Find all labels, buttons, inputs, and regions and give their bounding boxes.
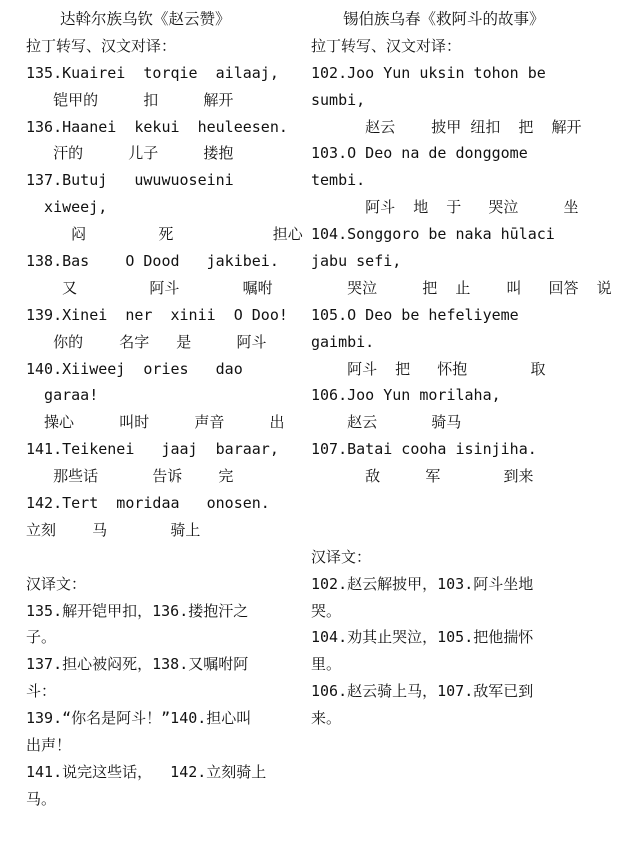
- translation-line: 哭。: [311, 601, 342, 620]
- translation-line: 139.“你名是阿斗！”140.担心叫: [26, 709, 252, 728]
- gloss-line: 又 阿斗 嘱咐: [26, 278, 273, 297]
- gloss-line: 汗的 儿子 搂抱: [26, 144, 234, 163]
- spacer: [311, 490, 621, 517]
- gloss-line: 哭泣 把 止 叫 回答 说: [311, 278, 612, 297]
- verse-line: 135.Kuairei torqie ailaaj,: [26, 63, 279, 82]
- verse-line: 139.Xinei ner xinii O Doo!: [26, 305, 288, 324]
- left-verse-block: [26, 60, 308, 544]
- gloss-line: 敌 军 到来: [311, 467, 534, 486]
- right-subtitle: 拉丁转写、汉文对译：: [311, 36, 462, 55]
- gloss-line: 阿斗 把 怀抱 取: [311, 359, 546, 378]
- gloss-line: 阿斗 地 于 哭泣 坐: [311, 198, 579, 217]
- verse-line: 104.Songgoro be naka hūlaci: [311, 225, 555, 244]
- translation-line: 104.劝其止哭泣，105.把他揣怀: [311, 628, 534, 647]
- translation-line: 135.解开铠甲扣，136.搂抱汗之: [26, 601, 249, 620]
- translation-line: 来。: [311, 709, 342, 728]
- gloss-line: 立刻 马 骑上: [26, 520, 201, 539]
- verse-line: 140.Xiiweej ories dao: [26, 359, 243, 378]
- spacer: [311, 517, 621, 544]
- translation-line: 斗：: [26, 682, 57, 701]
- left-translation-heading: 汉译文：: [26, 574, 87, 593]
- left-column-dagur: [26, 6, 308, 813]
- gloss-line: 操心 叫时 声音 出: [26, 413, 285, 432]
- translation-line: 141.说完这些话， 142.立刻骑上: [26, 762, 267, 781]
- verse-line: 107.Batai cooha isinjiha.: [311, 440, 537, 459]
- gloss-line: 你的 名字 是 阿斗: [26, 332, 267, 351]
- right-translation-block: [311, 571, 621, 732]
- left-subtitle: 拉丁转写、汉文对译：: [26, 36, 177, 55]
- translation-line: 137.担心被闷死，138.又嘱咐阿: [26, 655, 249, 674]
- verse-line: tembi.: [311, 171, 366, 190]
- translation-line: 里。: [311, 655, 342, 674]
- translation-line: 子。: [26, 628, 57, 647]
- left-translation-block: [26, 598, 308, 813]
- translation-line: 102.赵云解披甲，103.阿斗坐地: [311, 574, 534, 593]
- verse-line: 105.O Deo be hefeliyeme: [311, 305, 519, 324]
- right-translation-heading: 汉译文：: [311, 547, 372, 566]
- verse-line: 103.O Deo na de donggome: [311, 144, 528, 163]
- translation-line: 马。: [26, 789, 57, 808]
- verse-line: garaa!: [26, 386, 99, 405]
- verse-line: 102.Joo Yun uksin tohon be: [311, 63, 546, 82]
- translation-line: 106.赵云骑上马，107.敌军已到: [311, 682, 534, 701]
- verse-line: sumbi,: [311, 90, 366, 109]
- right-title: 锡伯族乌春《救阿斗的故事》: [343, 10, 545, 28]
- verse-line: 106.Joo Yun morilaha,: [311, 386, 501, 405]
- verse-line: 141.Teikenei jaaj baraar,: [26, 440, 279, 459]
- translation-line: 出声！: [26, 736, 72, 755]
- gloss-line: 铠甲的 扣 解开: [26, 90, 234, 109]
- verse-line: jabu sefi,: [311, 252, 402, 271]
- verse-line: 138.Bas O Dood jakibei.: [26, 252, 279, 271]
- verse-line: gaimbi.: [311, 332, 375, 351]
- right-verse-block: [311, 60, 621, 490]
- verse-line: xiweej,: [26, 198, 108, 217]
- gloss-line: 闷 死 担心: [26, 225, 303, 244]
- verse-line: 136.Haanei kekui heuleesen.: [26, 117, 288, 136]
- gloss-line: 赵云 披甲 纽扣 把 解开: [311, 117, 582, 136]
- verse-line: 137.Butuj uwuwuoseini: [26, 171, 234, 190]
- left-title: 达斡尔族乌钦《赵云赞》: [60, 10, 231, 28]
- gloss-line: 赵云 骑马: [311, 413, 462, 432]
- spacer: [26, 544, 308, 571]
- right-column-xibe: [311, 6, 621, 732]
- gloss-line: 那些话 告诉 完: [26, 467, 234, 486]
- verse-line: 142.Tert moridaa onosen.: [26, 494, 270, 513]
